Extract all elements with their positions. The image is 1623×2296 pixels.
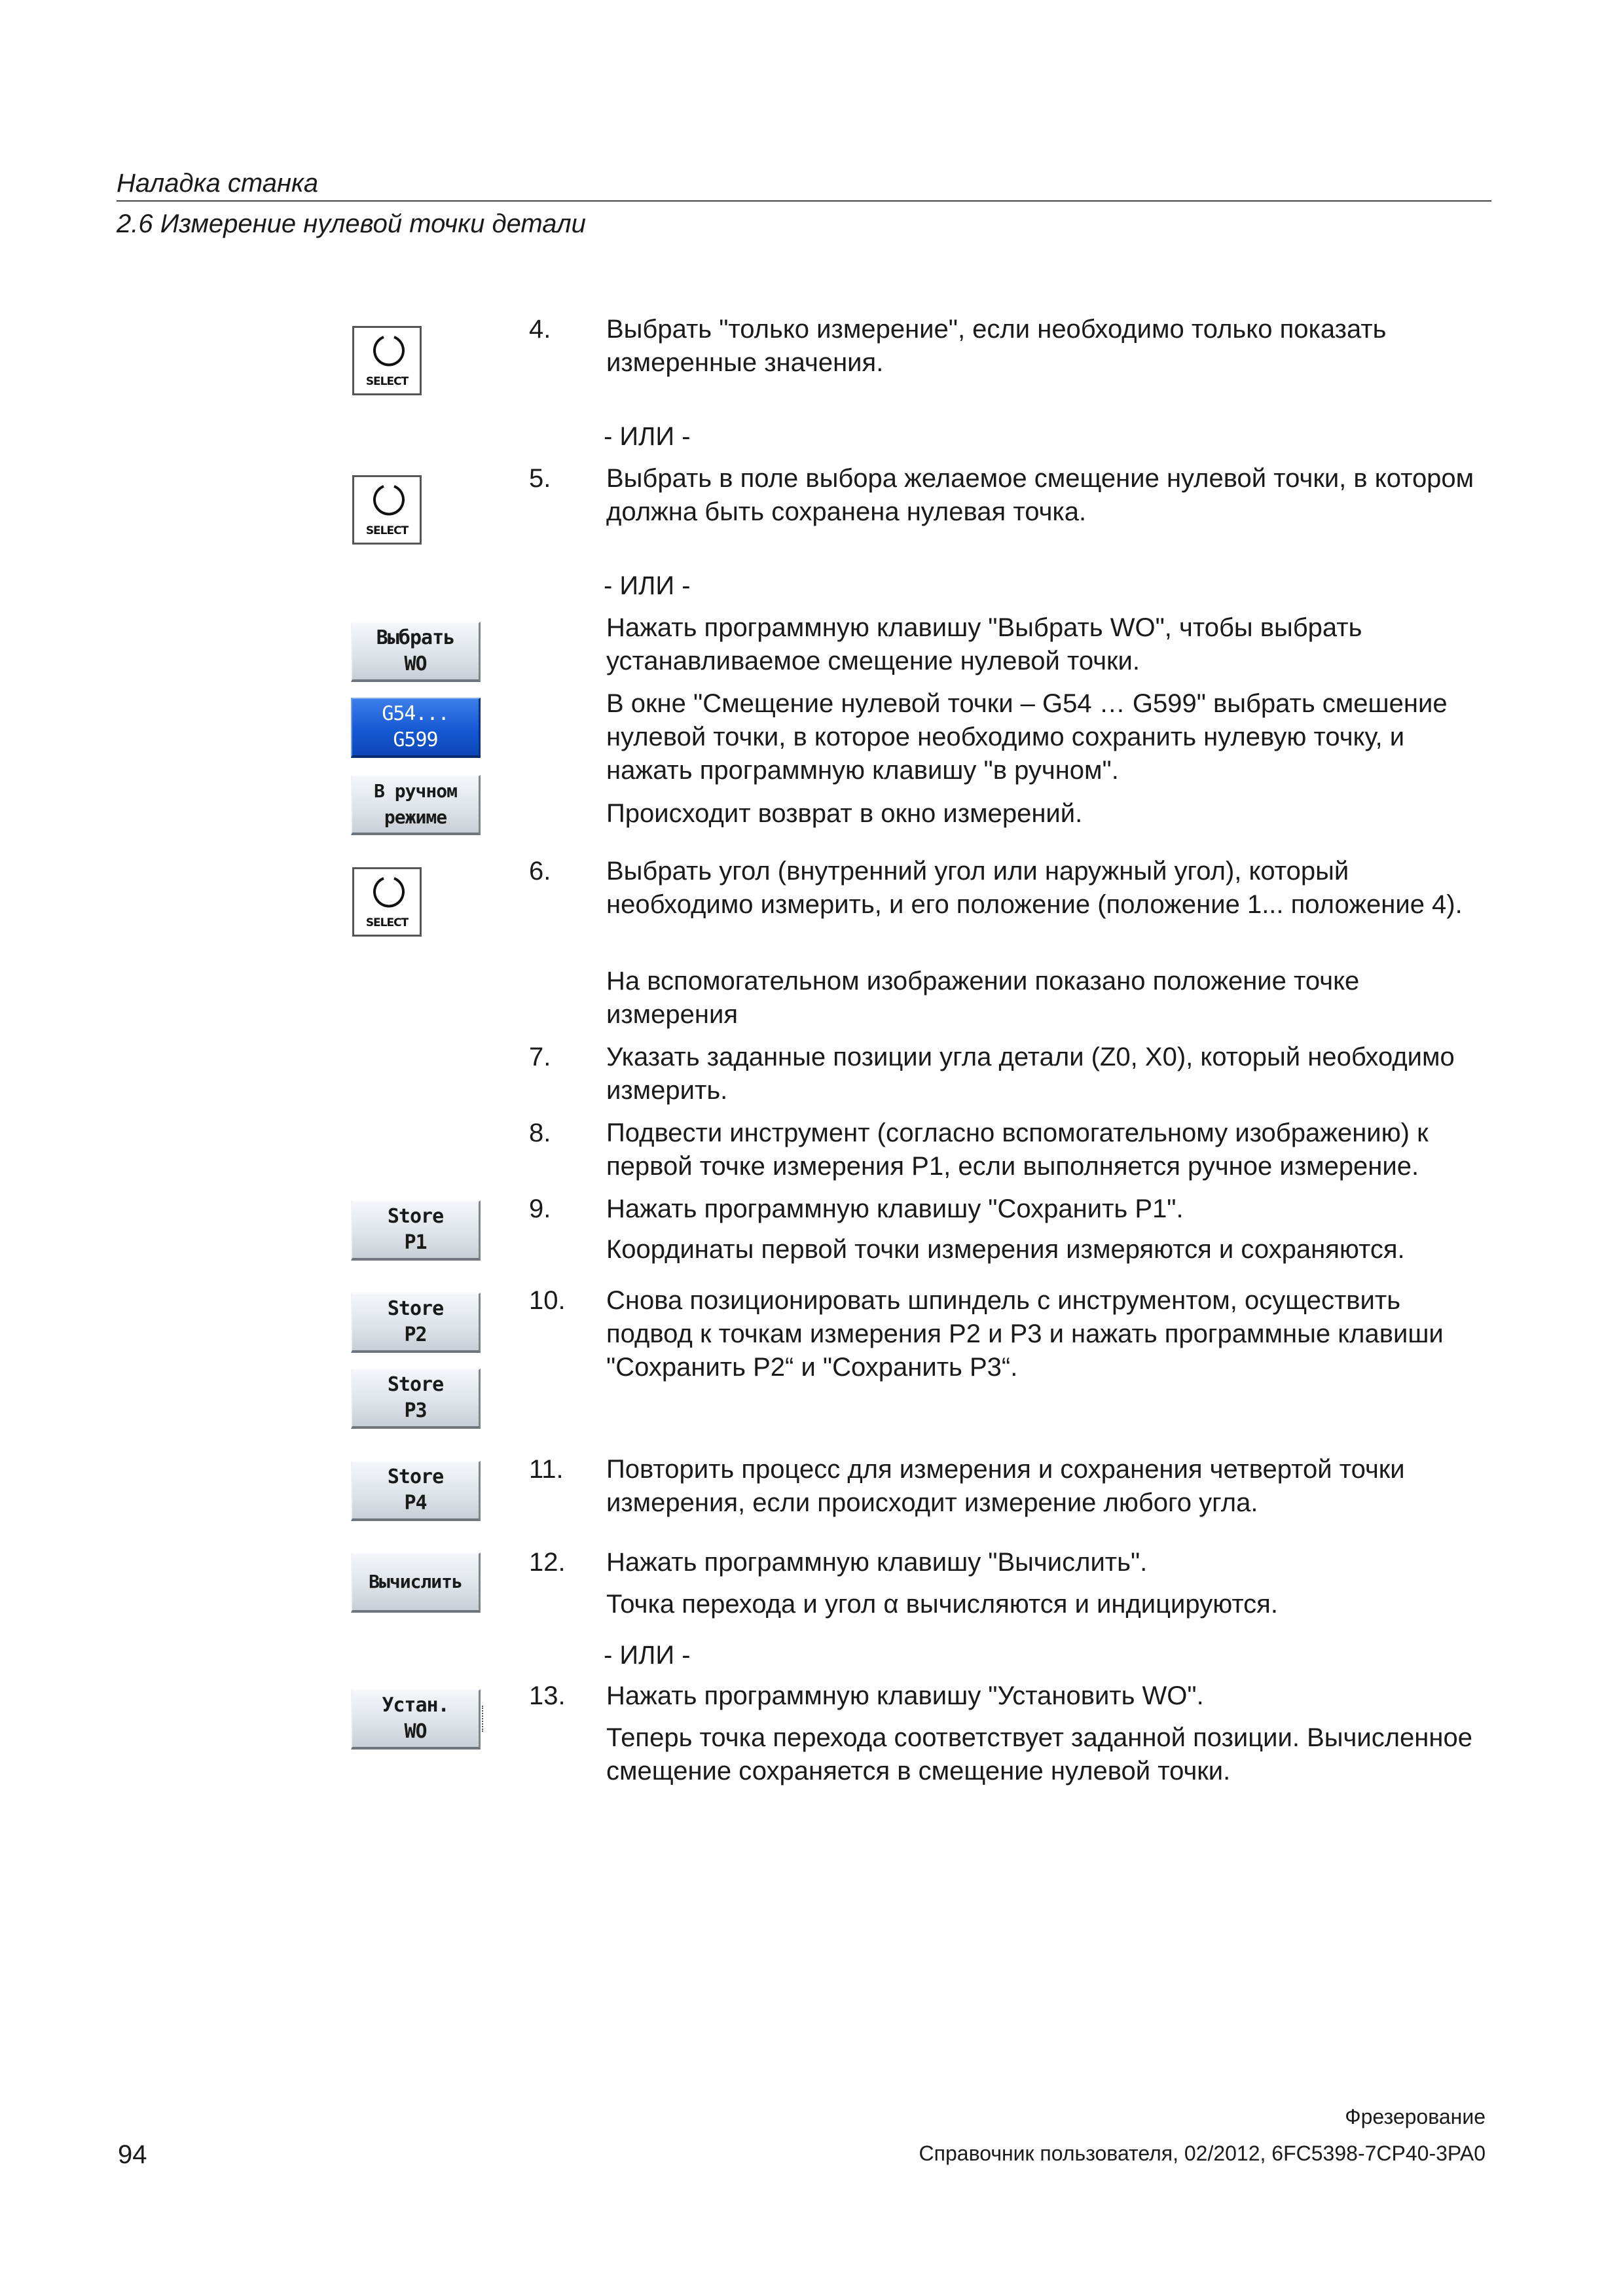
softkey-store-p3: Store P3 [351, 1369, 481, 1429]
step-number: 4. [529, 315, 551, 344]
step-text: Повторить процесс для измерения и сохранения четвертой точки измерения, если происходит измерение любого угла. [606, 1455, 1405, 1517]
select-key-icon [352, 867, 422, 937]
step-number: 8. [529, 1119, 551, 1147]
step-number: 6. [529, 857, 551, 886]
step-text: Нажать программную клавишу "Выбрать WO", чтобы выбрать устанавливаемое смещение нулевой точки. [606, 613, 1362, 675]
step-text: Происходит возврат в окно измерений. [606, 799, 1083, 828]
select-key-label: SELECT [365, 916, 409, 929]
step-number: 13. [529, 1681, 566, 1710]
softkey-vychislit: Вычислить [351, 1552, 481, 1613]
softkey-ustan-wo: Устан. WO [351, 1689, 481, 1749]
or-separator: - ИЛИ - [604, 571, 691, 600]
chapter-title: Наладка станка [117, 169, 319, 198]
step-number: 11. [529, 1455, 564, 1484]
step-text: В окне "Смещение нулевой точки – G54 … G599" выбрать смешение нулевой точки, в которое необходимо сохранить нулевую точку, и нажать программную клавишу "в ручном". [606, 689, 1448, 785]
page-number: 94 [118, 2140, 147, 2169]
step-number: 12. [529, 1548, 566, 1577]
or-separator: - ИЛИ - [604, 422, 691, 451]
step-text: Выбрать угол (внутренний угол или наружный угол), который необходимо измерить, и его положение (положение 1... положение 4). [606, 857, 1463, 919]
softkey-store-p4: Store P4 [351, 1461, 481, 1521]
select-key-label: SELECT [365, 375, 409, 388]
select-key-icon [352, 475, 422, 545]
header-rule [117, 200, 1491, 202]
softkey-g54-g599: G54... G599 [351, 698, 481, 758]
step-number: 7. [529, 1043, 551, 1071]
step-text: Нажать программную клавишу "Установить WO". [606, 1681, 1204, 1710]
select-circle-icon [371, 482, 407, 518]
footer-reference: Справочник пользователя, 02/2012, 6FC5398-7CP40-3PA0 [919, 2142, 1486, 2165]
step-text: Теперь точка перехода соответствует заданной позиции. Вычисленное смещение сохраняется в смещение нулевой точки. [606, 1723, 1472, 1785]
step-text: На вспомогательном изображении показано положение точке измерения [606, 967, 1360, 1029]
footer-title: Фрезерование [1345, 2105, 1486, 2128]
step-text: Точка перехода и угол α вычисляются и индицируются. [606, 1590, 1278, 1619]
step-text: Снова позиционировать шпиндель с инструментом, осуществить подвод к точкам измерения P2 и P3 и нажать программные клавиши "Сохранить P2“ и "Сохранить P3“. [606, 1286, 1444, 1382]
select-circle-icon [371, 333, 407, 368]
softkey-v-ruchnom: В ручном режиме [351, 775, 481, 835]
step-number: 10. [529, 1286, 566, 1315]
step-text: Подвести инструмент (согласно вспомогательному изображению) к первой точке измерения P1, если выполняется ручное измерение. [606, 1119, 1429, 1181]
select-key-label: SELECT [365, 524, 409, 537]
step-text: Выбрать "только измерение", если необходимо только показать измеренные значения. [606, 315, 1387, 377]
select-circle-icon [371, 874, 407, 910]
step-text: Нажать программную клавишу "Сохранить P1". [606, 1194, 1184, 1223]
section-title: 2.6 Измерение нулевой точки детали [117, 209, 586, 238]
step-text: Координаты первой точки измерения измеряются и сохраняются. [606, 1235, 1405, 1264]
step-text: Указать заданные позиции угла детали (Z0, X0), который необходимо измерить. [606, 1043, 1455, 1105]
or-separator: - ИЛИ - [604, 1641, 691, 1670]
softkey-vybrat-wo: Выбрать WO [351, 622, 481, 682]
softkey-store-p2: Store P2 [351, 1293, 481, 1353]
step-number: 9. [529, 1194, 551, 1223]
step-text: Выбрать в поле выбора желаемое смещение нулевой точки, в котором должна быть сохранена нулевая точка. [606, 464, 1474, 526]
softkey-edge-marker [482, 1706, 486, 1732]
softkey-store-p1: Store P1 [351, 1200, 481, 1261]
step-text: Нажать программную клавишу "Вычислить". [606, 1548, 1148, 1577]
select-key-icon [352, 326, 422, 395]
step-number: 5. [529, 464, 551, 493]
